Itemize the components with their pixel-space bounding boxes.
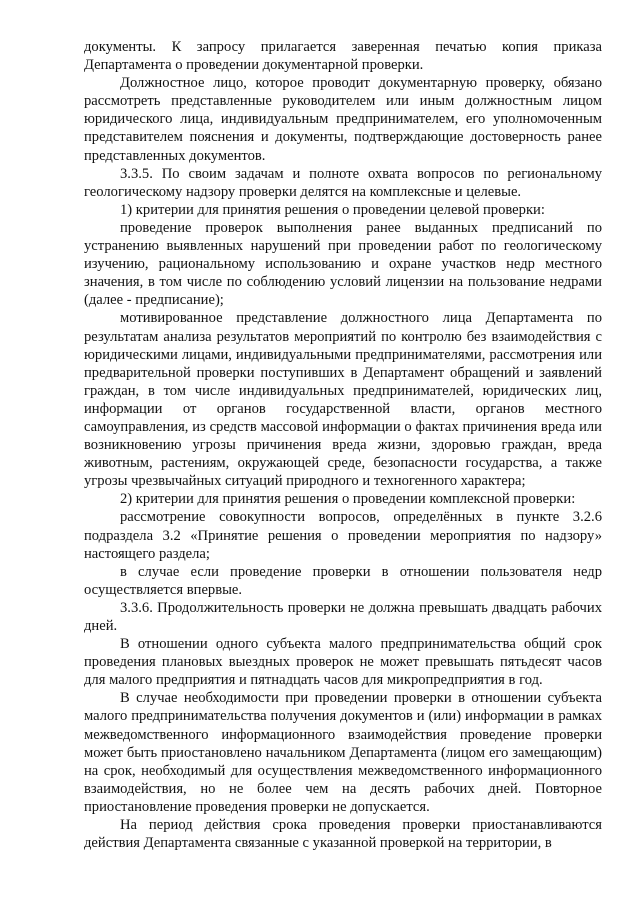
- paragraph-suspension: В случае необходимости при проведении проверки в отношении субъекта малого предпринимательства получения документов и (или) информации в рамках межведомственного информационного взаимодействия проведение проверки может быть приостановлено начальником Департамента (лицом его замещающим) на срок, необходимый для осуществления межведомственного информационного взаимодействия, но не более чем на десять рабочих дней. Повторное приостановление проведения проверки не допускается.: [84, 690, 602, 815]
- paragraph-first-inspection: в случае если проведение проверки в отношении пользователя недр осуществляется впервые.: [84, 563, 602, 598]
- paragraph-3-3-5: 3.3.5. По своим задачам и полноте охвата вопросов по региональному геологическому надзору проверки делятся на комплексные и целевые.: [84, 165, 602, 200]
- paragraph-prescriptions: проведение проверок выполнения ранее выданных предписаний по устранению выявленных нарушений при проведении работ по геологическому изучению, рациональному использованию и охране участков недр местного значения, в том числе по соблюдению условий лицензии на пользование недрами (далее - предписание);: [84, 219, 602, 309]
- paragraph-3-3-6: 3.3.6. Продолжительность проверки не должна превышать двадцать рабочих дней.: [84, 599, 602, 634]
- paragraph-targeted-criteria: 1) критерии для принятия решения о проведении целевой проверки:: [120, 201, 545, 218]
- paragraph-official-review: Должностное лицо, которое проводит документарную проверку, обязано рассмотреть представленные руководителем или иным должностным лицом юридического лица, индивидуальным предпринимателем, его уполномоченным представителем пояснения и документы, подтверждающие достоверность ранее представленных документов.: [84, 75, 602, 164]
- paragraph-documents-request: документы. К запросу прилагается заверенная печатью копия приказа Департамента о проведении документарной проверки.: [84, 39, 602, 74]
- paragraph-suspension-period: На период действия срока проведения проверки приостанавливаются действия Департамента связанные с указанной проверкой на территории, в: [84, 817, 602, 852]
- paragraph-small-business-limit: В отношении одного субъекта малого предпринимательства общий срок проведения плановых выездных проверок не может превышать пятьдесят часов для малого предприятия и пятнадцать часов для микропредприятия в год.: [84, 636, 602, 689]
- document-page: [84, 38, 602, 852]
- paragraph-set-of-issues: рассмотрение совокупности вопросов, определённых в пункте 3.2.6 подраздела 3.2 «Принятие решения о проведении мероприятия по надзору» настоящего раздела;: [84, 509, 602, 562]
- paragraph-complex-criteria: 2) критерии для принятия решения о проведении комплексной проверки:: [120, 491, 576, 508]
- paragraph-motivated-submission: мотивированное представление должностного лица Департамента по результатам анализа результатов мероприятий по контролю без взаимодействия с юридическими лицами, индивидуальными предпринимателями, рассмотрения или предварительной проверки поступивших в Департамент обращений и заявлений граждан, в том числе индивидуальных предпринимателей, юридических лиц, информации от органов государственной власти, органов местного самоуправления, из средств массовой информации о фактах причинения вреда или возникновению угрозы причинения вреда жизни, здоровью граждан, вреда животным, растениям, окружающей среде, безопасности государства, а также угрозы чрезвычайных ситуаций природного и техногенного характера;: [84, 310, 602, 490]
